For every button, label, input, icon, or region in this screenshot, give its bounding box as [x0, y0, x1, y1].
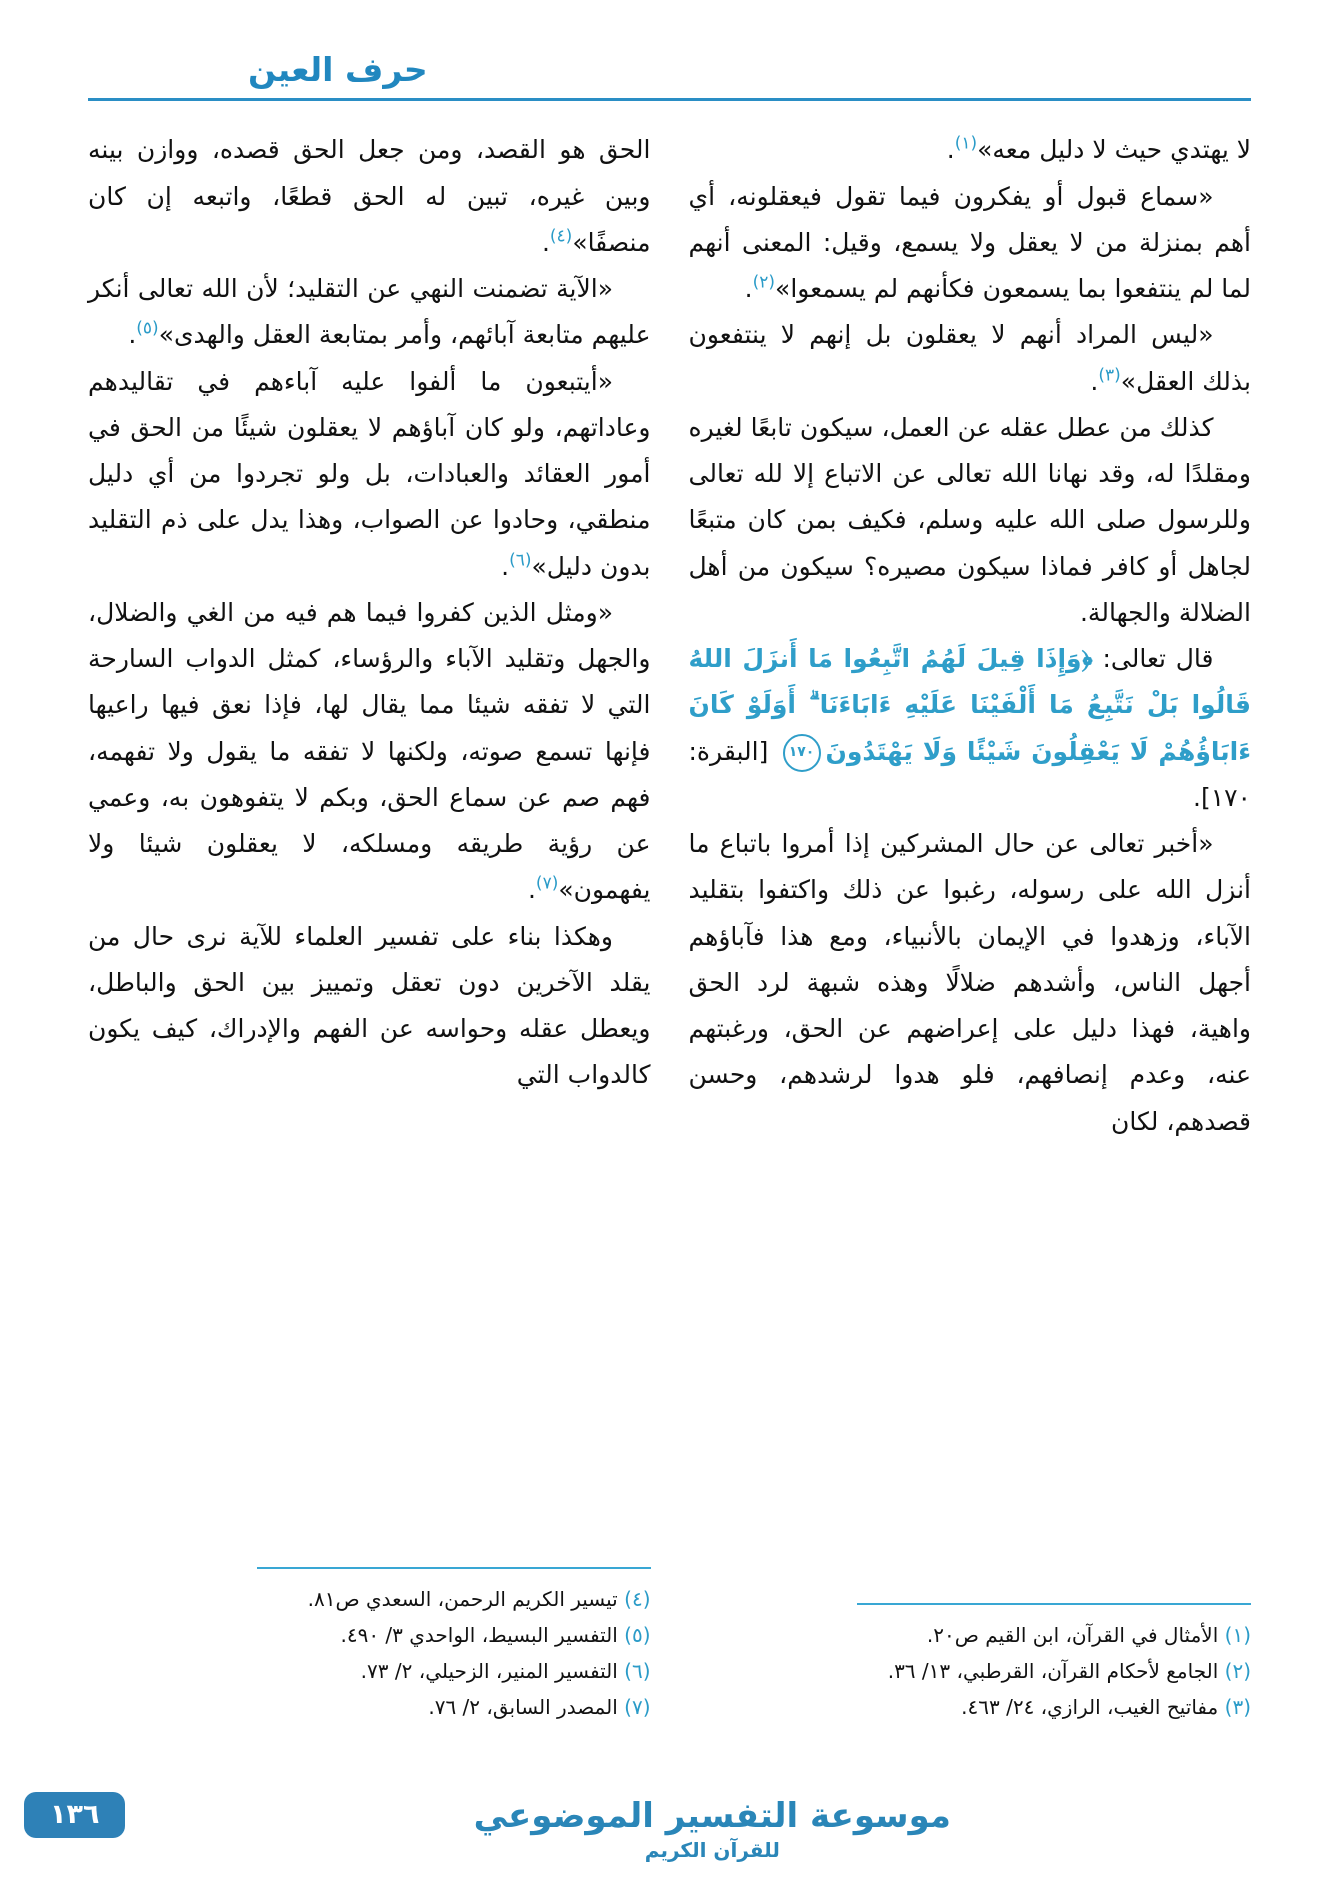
paragraph [689, 312, 1252, 405]
footnote-text: الجامع لأحكام القرآن، القرطبي، ١٣/ ٣٦. [887, 1659, 1219, 1683]
footnote-number: (٦) [624, 1659, 651, 1683]
chapter-title: حرف العين [248, 50, 428, 89]
paragraph-text: «أيتبعون ما ألفوا عليه آباءهم في تقاليدهم وعاداتهم، ولو كان آباؤهم لا يعقلون شيئًا من الحق في أمور العقائد والعبادات، بل ولو تجردوا من أي دليل منطقي، وحادوا عن الصواب، وهذا يدل على ذم التقليد بدون دليل» [88, 366, 651, 581]
footnote-marker: (٣) [1098, 365, 1121, 386]
footnote-text: مفاتيح الغيب، الرازي، ٢٤/ ٤٦٣. [961, 1695, 1219, 1719]
publisher-logo [474, 1796, 951, 1862]
footnote-marker: (٥) [136, 318, 159, 339]
paragraph [689, 405, 1252, 636]
footnote-text: تيسير الكريم الرحمن، السعدي ص٨١. [307, 1587, 618, 1611]
verse-intro: قال تعالى: [1092, 644, 1214, 674]
footnote-number: (٣) [1224, 1695, 1251, 1719]
page-footer [50, 1725, 1251, 1890]
paragraph [88, 590, 651, 914]
quran-verse-text: ﴿وَإِذَا قِيلَ لَهُمُ اتَّبِعُوا مَا أَنزَلَ اللهُ قَالُوا بَلْ نَتَّبِعُ مَا أَلْفَيْنَا عَلَيْهِ ءَابَاءَنَا ۗ أَوَلَوْ كَانَ ءَابَاؤُهُمْ لَا يَعْقِلُونَ شَيْئًا وَلَا يَهْتَدُونَ [688, 644, 1251, 766]
paragraph-text: «أخبر تعالى عن حال المشركين إذا أمروا باتباع ما أنزل الله على رسوله، رغبوا عن ذلك واكتفوا بتقليد الآباء، وزهدوا في الإيمان بالأنبياء، ومع هذا فآباؤهم أجهل الناس، وأشدهم ضلالًا وهذه شبهة لرد الحق واهية، فهذا دليل على إعراضهم عن الحق، ورغبتهم عنه، وعدم إنصافهم، فلو هدوا لرشدهم، وحسن قصدهم، لكان [688, 829, 1251, 1136]
paragraph-tail: . [541, 227, 550, 257]
paragraph [88, 914, 651, 1099]
paragraph [689, 821, 1252, 1145]
ayah-end-ornament: ١٧٠ [783, 734, 821, 772]
footnote-number: (٧) [624, 1695, 651, 1719]
paragraph-tail: . [744, 274, 753, 304]
footnote-text: التفسير المنير، الزحيلي، ٢/ ٧٣. [360, 1659, 618, 1683]
paragraph [88, 266, 651, 359]
page-header [88, 52, 1251, 101]
footnotes-left [88, 1553, 651, 1725]
footnote [88, 1617, 651, 1653]
footnote-marker: (٧) [535, 873, 559, 894]
footnote-marker: (٤) [549, 226, 573, 247]
footnotes-right [689, 1589, 1252, 1725]
paragraph [88, 127, 651, 266]
paragraph-text: «الآية تضمنت النهي عن التقليد؛ لأن الله تعالى أنكر عليهم متابعة آبائهم، وأمر بمتابعة العقل والهدى» [88, 274, 651, 350]
paragraph [88, 359, 651, 590]
verse-paragraph [689, 636, 1252, 821]
logo-title: موسوعة التفسير الموضوعي [473, 1796, 951, 1836]
footnote [88, 1653, 651, 1689]
header-divider [88, 98, 1251, 101]
footnote [88, 1581, 651, 1617]
paragraph-tail: . [1090, 366, 1099, 396]
verse-reference: [البقرة: ١٧٠]. [688, 736, 1251, 812]
footnote-divider [257, 1567, 651, 1569]
logo-subtitle: للقرآن الكريم [644, 1838, 780, 1862]
text-columns [88, 127, 1251, 1725]
paragraph-tail: . [128, 320, 137, 350]
paragraph-text: «سماع قبول أو يفكرون فيما تقول فيعقلونه، أي أهم بمنزلة من لا يعقل ولا يسمع، وقيل: المعنى أنهم لما لم ينتفعوا بما يسمعون فكأنهم لم يسمعوا» [688, 181, 1251, 304]
paragraph-text: الحق هو القصد، ومن جعل الحق قصده، ووازن بينه وبين غيره، تبين له الحق قطعًا، واتبعه إن كان منصفًا» [88, 135, 651, 257]
footnote [689, 1617, 1252, 1653]
footnote [689, 1689, 1252, 1725]
footnote-marker: (١) [954, 133, 978, 154]
paragraph-text: لا يهتدي حيث لا دليل معه» [977, 135, 1251, 165]
footnote [689, 1653, 1252, 1689]
footnote-number: (٤) [624, 1587, 651, 1611]
footnote-number: (٥) [624, 1623, 651, 1647]
footnote-marker: (٢) [752, 272, 776, 293]
page-number-badge: ١٣٦ [24, 1792, 125, 1838]
paragraph [689, 127, 1252, 173]
paragraph-text: وهكذا بناء على تفسير العلماء للآية نرى حال من يقلد الآخرين دون تعقل وتمييز بين الحق والباطل، ويعطل عقله وحواسه عن الفهم والإدراك، كيف يكون كالدواب التي [88, 921, 651, 1090]
footnote-divider [857, 1603, 1251, 1605]
column-right [689, 127, 1252, 1725]
paragraph [689, 174, 1252, 313]
paragraph-text: «ومثل الذين كفروا فيما هم فيه من الغي والضلال، والجهل وتقليد الآباء والرؤساء، كمثل الدواب السارحة التي لا تفقه شيئا مما يقال لها، فإذا نعق فيها راعيها فإنها تسمع صوته، ولكنها لا تفقه ما يقول ولا تفهمه، فهم صم عن سماع الحق، وبكم لا يتفوهون به، وعمي عن رؤية طريقه ومسلكه، لا يعقلون شيئا ولا يفهمون» [88, 597, 651, 905]
footnote-marker: (٦) [509, 550, 532, 571]
footnote [88, 1689, 651, 1725]
footnote-text: الأمثال في القرآن، ابن القيم ص٢٠. [926, 1623, 1219, 1647]
footnote-number: (١) [1224, 1623, 1251, 1647]
column-left [88, 127, 651, 1725]
paragraph-text: «ليس المراد أنهم لا يعقلون بل إنهم لا ينتفعون بذلك العقل» [688, 320, 1251, 396]
paragraph-tail: . [501, 551, 510, 581]
footnote-text: التفسير البسيط، الواحدي ٣/ ٤٩٠. [340, 1623, 618, 1647]
paragraph-tail: . [946, 135, 955, 165]
footnote-text: المصدر السابق، ٢/ ٧٦. [428, 1695, 618, 1719]
footnote-number: (٢) [1224, 1659, 1251, 1683]
paragraph-tail: . [527, 875, 536, 905]
paragraph-text: كذلك من عطل عقله عن العمل، سيكون تابعًا لغيره ومقلدًا له، وقد نهانا الله تعالى عن الاتباع إلا لله تعالى وللرسول صلى الله عليه وسلم، فكيف بمن كان متبعًا لجاهل أو كافر فماذا سيكون مصيره؟ سيكون من أهل الضلالة والجهالة. [688, 412, 1251, 627]
